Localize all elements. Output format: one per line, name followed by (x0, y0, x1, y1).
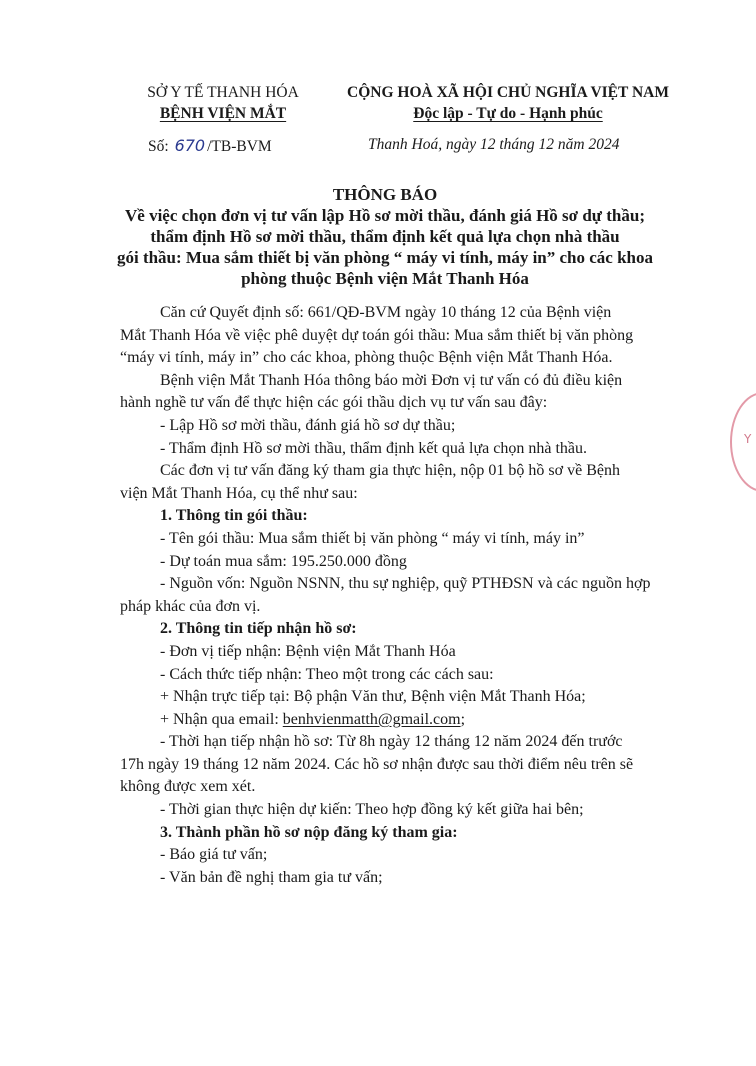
body-line: - Báo giá tư vấn; (160, 846, 268, 864)
document-date: Thanh Hoá, ngày 12 tháng 12 năm 2024 (368, 136, 620, 153)
body-line: 17h ngày 19 tháng 12 năm 2024. Các hồ sơ nhận được sau thời điểm nêu trên sẽ (120, 755, 634, 773)
body-line: không được xem xét. (120, 778, 256, 796)
notice-body (120, 302, 705, 889)
body-line: - Nguồn vốn: Nguồn NSNN, thu sự nghiệp, quỹ PTHĐSN và các nguồn hợp (160, 575, 651, 593)
handwritten-number: 670 (174, 136, 206, 155)
email-link[interactable]: benhvienmatth@gmail.com (282, 710, 461, 728)
body-line: viện Mắt Thanh Hóa, cụ thể như sau: (120, 484, 358, 502)
body-line: - Dự toán mua sắm: 195.250.000 đồng (160, 552, 407, 570)
title-line: thẩm định Hồ sơ mời thầu, thẩm định kết quả lựa chọn nhà thầu (150, 227, 620, 246)
section-heading: 2. Thông tin tiếp nhận hồ sơ: (160, 620, 357, 638)
body-line: hành nghề tư vấn để thực hiện các gói thầu dịch vụ tư vấn sau đây: (120, 394, 548, 412)
body-line: Căn cứ Quyết định số: 661/QĐ-BVM ngày 10 tháng 12 của Bệnh viện (160, 304, 612, 321)
body-line: - Thời hạn tiếp nhận hồ sơ: Từ 8h ngày 12 tháng 12 năm 2024 đến trước (160, 733, 623, 751)
title-line: gói thầu: Mua sắm thiết bị văn phòng “ máy vi tính, máy in” cho các khoa (116, 248, 654, 267)
section-heading: 3. Thành phần hồ sơ nộp đăng ký tham gia: (160, 823, 458, 841)
body-line: Mắt Thanh Hóa về việc phê duyệt dự toán gói thầu: Mua sắm thiết bị văn phòng (120, 326, 634, 344)
body-line: Bệnh viện Mắt Thanh Hóa thông báo mời Đơn vị tư vấn có đủ điều kiện (160, 371, 623, 389)
title-heading: THÔNG BÁO (332, 185, 438, 204)
title-line: Về việc chọn đơn vị tư vấn lập Hồ sơ mời thầu, đánh giá Hồ sơ dự thầu; (125, 206, 645, 225)
body-line: Các đơn vị tư vấn đăng ký tham gia thực hiện, nộp 01 bộ hồ sơ về Bệnh (160, 462, 620, 480)
body-line: - Tên gói thầu: Mua sắm thiết bị văn phòng “ máy vi tính, máy in” (160, 529, 585, 547)
issuer-block (108, 82, 338, 124)
document-number: Số: 670 /TB-BVM (148, 136, 272, 155)
body-line: - Thẩm định Hồ sơ mời thầu, thẩm định kết quả lựa chọn nhà thầu. (160, 439, 587, 457)
body-line: + Nhận trực tiếp tại: Bộ phận Văn thư, Bệnh viện Mắt Thanh Hóa; (160, 688, 586, 706)
body-line: “máy vi tính, máy in” cho các khoa, phòng thuộc Bệnh viện Mắt Thanh Hóa. (120, 349, 613, 367)
issuer-hospital: BỆNH VIỆN MẮT (159, 105, 287, 122)
body-line: - Cách thức tiếp nhận: Theo một trong các cách sau: (160, 665, 494, 683)
body-line: - Lập Hồ sơ mời thầu, đánh giá hồ sơ dự thầu; (160, 416, 456, 434)
body-line: - Thời gian thực hiện dự kiến: Theo hợp đồng ký kết giữa hai bên; (160, 801, 584, 819)
national-title: CỘNG HOÀ XÃ HỘI CHỦ NGHĨA VIỆT NAM (347, 84, 669, 101)
section-heading: 1. Thông tin gói thầu: (160, 507, 308, 525)
notice-title (60, 184, 710, 289)
body-line: pháp khác của đơn vị. (120, 597, 261, 615)
email-line: + Nhận qua email: benhvienmatth@gmail.com; (160, 710, 466, 728)
national-header (340, 82, 676, 124)
body-line: - Văn bản đề nghị tham gia tư vấn; (160, 868, 383, 886)
issuer-department: SỞ Y TẾ THANH HÓA (147, 84, 299, 101)
title-line: phòng thuộc Bệnh viện Mắt Thanh Hóa (241, 269, 529, 288)
national-motto: Độc lập - Tự do - Hạnh phúc (413, 105, 603, 122)
red-seal-stamp: Y (730, 392, 756, 492)
body-line: - Đơn vị tiếp nhận: Bệnh viện Mắt Thanh Hóa (160, 642, 456, 660)
